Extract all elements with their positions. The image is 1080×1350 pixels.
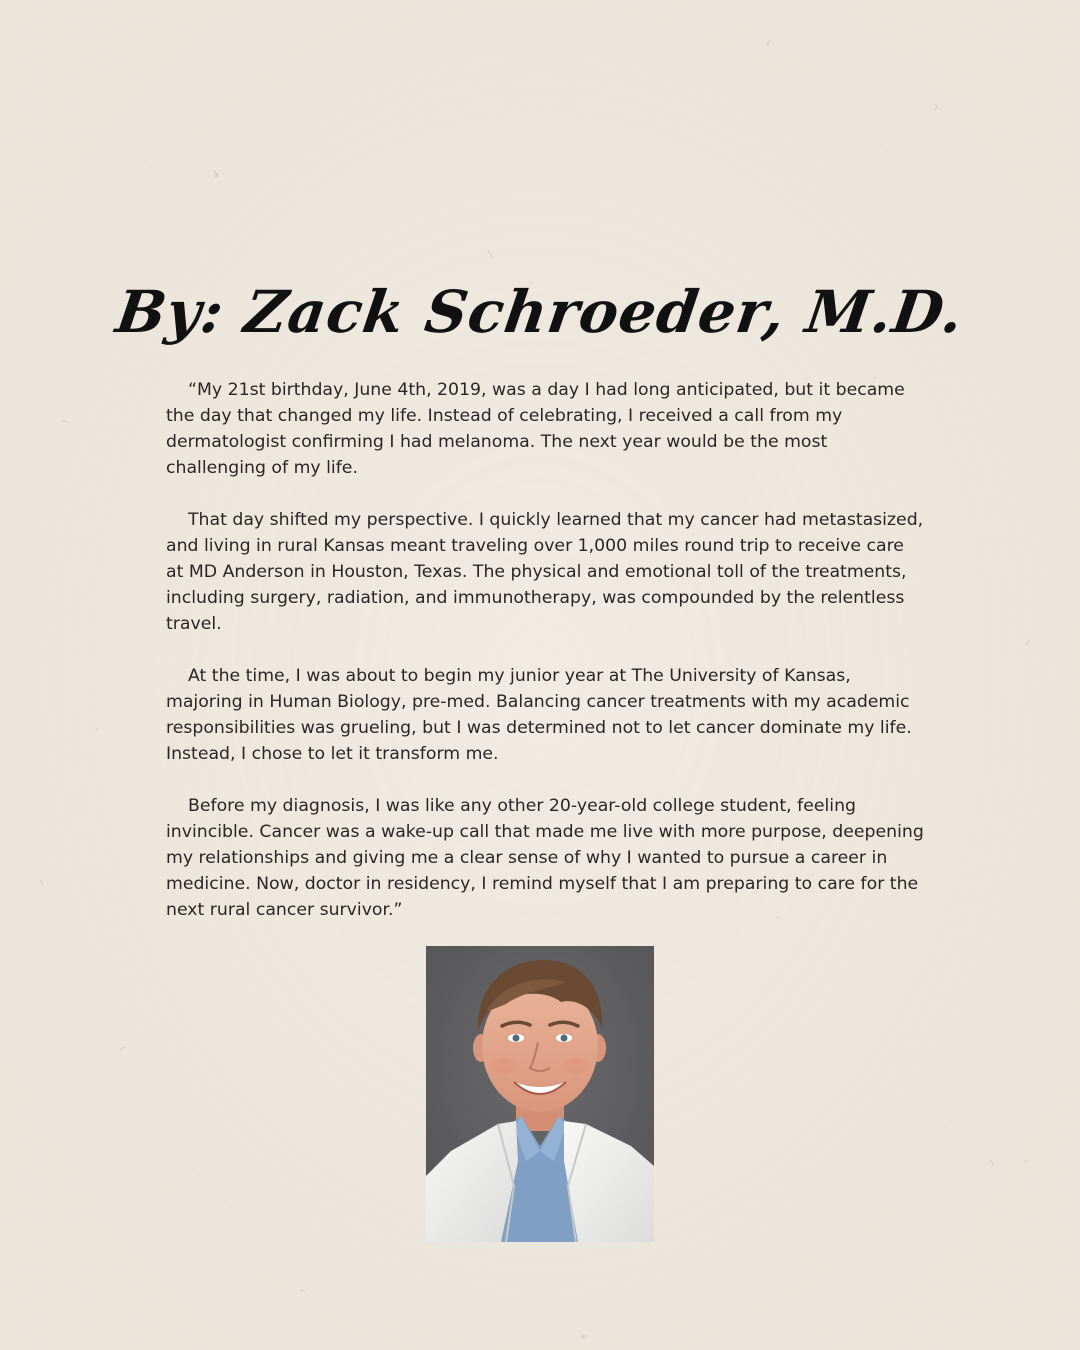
page-title: By: Zack Schroeder, M.D. [111, 278, 968, 346]
portrait-illustration [426, 946, 654, 1242]
testimonial-text [166, 377, 926, 949]
paragraph-2: That day shifted my perspective. I quickly learned that my cancer had metastasized, and living in rural Kansas meant traveling over 1,000 miles round trip to receive care at MD Anderson in Houston, Texas. The physical and emotional toll of the treatments, including surgery, radiation, and immunotherapy, was compounded by the relentless travel. [166, 510, 924, 634]
paragraph-1: “My 21st birthday, June 4th, 2019, was a day I had long anticipated, but it became the day that changed my life. Instead of celebrating, I received a call from my dermatologist confirming I had melanoma. The next year would be the most challenging of my life. [166, 380, 905, 478]
paragraph-3: At the time, I was about to begin my junior year at The University of Kansas, majoring in Human Biology, pre-med. Balancing cancer treatments with my academic responsibilities was grueling, but I was determined not to let cancer dominate my life. Instead, I chose to let it transform me. [166, 666, 912, 764]
author-portrait [426, 946, 654, 1242]
paragraph-4: Before my diagnosis, I was like any other 20-year-old college student, feeling invincible. Cancer was a wake-up call that made me live with more purpose, deepening my relationships and giving me a clear sense of why I wanted to pursue a career in medicine. Now, doctor in residency, I remind myself that I am preparing to care for the next rural cancer survivor.” [166, 796, 924, 920]
